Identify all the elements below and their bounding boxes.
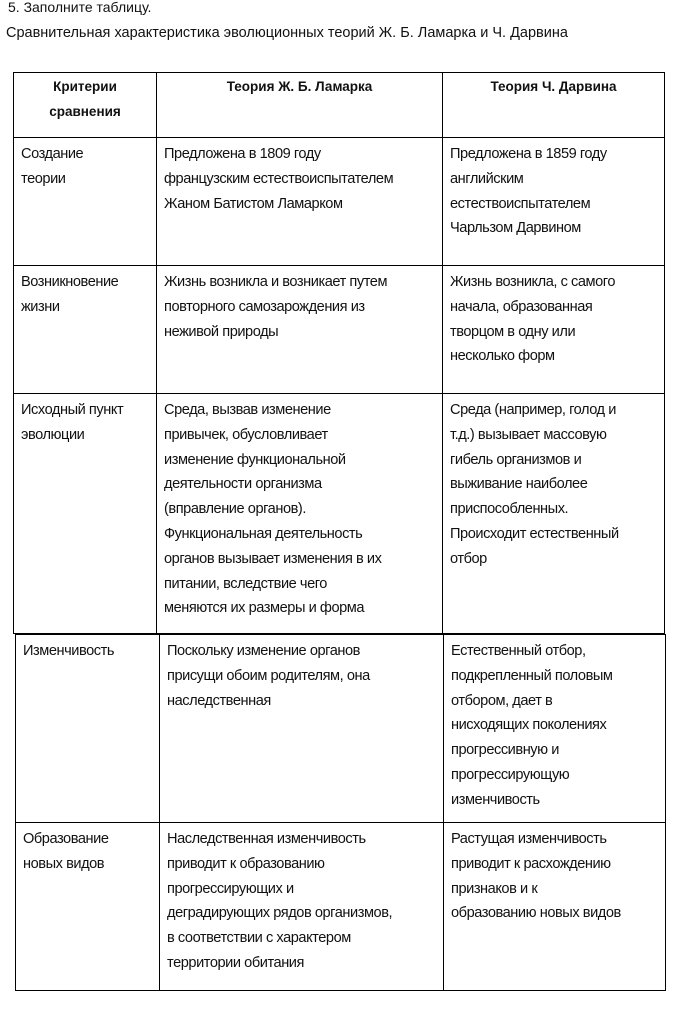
lamarck-cell: Среда, вызвав изменение привычек, обусловливает изменение функциональной деятельности организма (вправление органов). Функциональная деятельность органов вызывает изменения в их питании, вследствие чего меняются их размеры и форма — [156, 394, 442, 633]
header-criteria: Критерии сравнения — [49, 79, 121, 119]
lamarck-cell: Жизнь возникла и возникает путем повторного самозарождения из неживой природы — [156, 266, 442, 393]
criteria-cell: Исходный пункт эволюции — [21, 402, 124, 443]
criteria-cell: Возникновение жизни — [21, 274, 119, 315]
darwin-cell: Предложена в 1859 году английским естествоиспытателем Чарльзом Дарвином — [442, 138, 664, 265]
lamarck-cell: Предложена в 1809 году французским естествоиспытателем Жаном Батистом Ламарком — [156, 138, 442, 265]
criteria-cell: Создание теории — [21, 146, 84, 187]
criteria-cell: Образование новых видов — [23, 831, 109, 872]
table-row — [13, 394, 665, 634]
lamarck-cell: Наследственная изменчивость приводит к образованию прогрессирующих и деградирующих рядов организмов, в соответствии с характером территории обитания — [159, 823, 443, 990]
darwin-cell: Естественный отбор, подкрепленный половым отбором, дает в нисходящих поколениях прогрессивную и прогрессирующую изменчивость — [443, 635, 665, 822]
lamarck-cell: Поскольку изменение органов присущи обоим родителям, она наследственная — [159, 635, 443, 822]
darwin-cell: Среда (например, голод и т.д.) вызывает массовую гибель организмов и выживание наиболее приспособленных. Происходит естественный отбор — [442, 394, 664, 633]
darwin-cell: Жизнь возникла, с самого начала, образованная творцом в одну или несколько форм — [442, 266, 664, 393]
header-darwin: Теория Ч. Дарвина — [442, 73, 664, 137]
table-row — [13, 138, 665, 266]
header-lamarck: Теория Ж. Б. Ламарка — [156, 73, 442, 137]
table-header-row — [13, 72, 665, 138]
table-title: Сравнительная характеристика эволюционных теорий Ж. Б. Ламарка и Ч. Дарвина — [6, 25, 568, 41]
criteria-cell: Изменчивость — [23, 643, 115, 659]
table-row — [15, 634, 666, 823]
darwin-cell: Растущая изменчивость приводит к расхождению признаков и к образованию новых видов — [443, 823, 665, 990]
table-row — [15, 823, 666, 991]
task-heading: 5. Заполните таблицу. — [8, 0, 152, 15]
table-row — [13, 266, 665, 394]
